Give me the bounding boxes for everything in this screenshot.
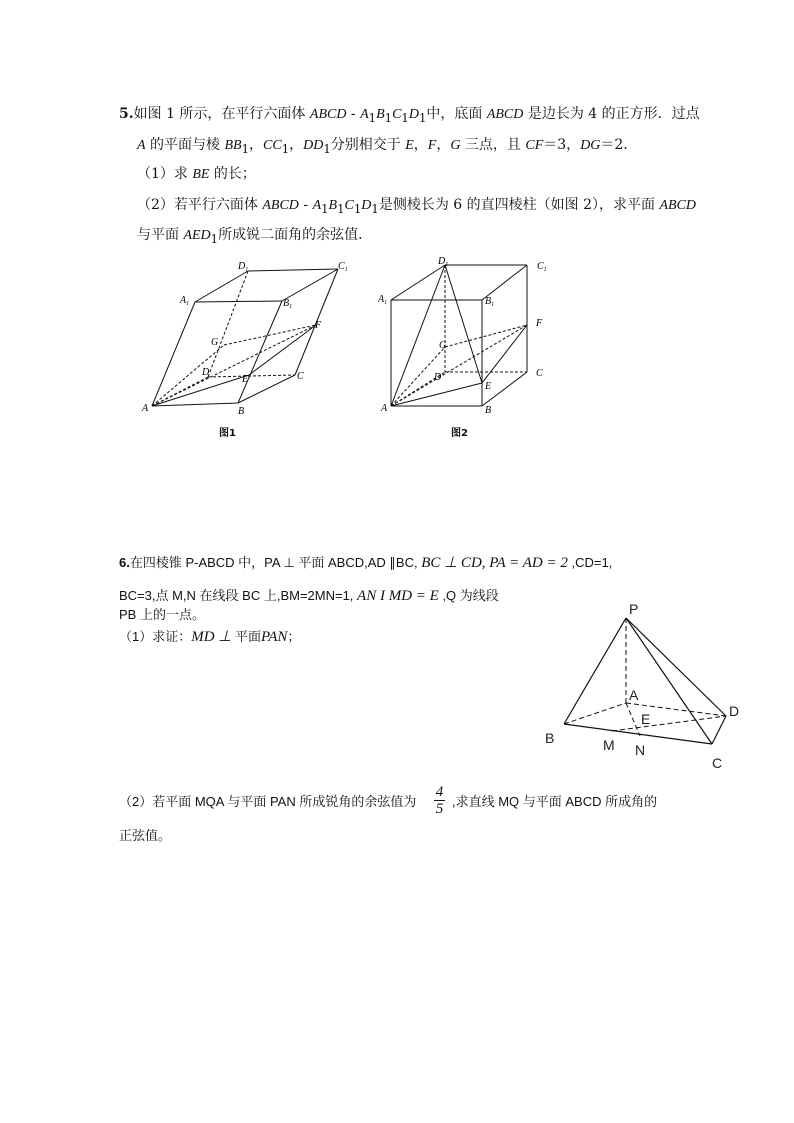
- figure-pyramid: [540, 598, 760, 778]
- fig1-label-E: E: [242, 374, 249, 385]
- figure-1-caption: 图1: [219, 428, 236, 439]
- p6-line2: BC=3,点 M,N 在线段 BC 上,BM=2MN=1, AN I MD = E ,Q 为线段: [119, 588, 499, 604]
- pyramid-label-N: N: [635, 742, 646, 758]
- figure-2-caption: 图2: [451, 428, 468, 439]
- fig1-label-B1: $B_1$: [283, 298, 293, 310]
- fig1-label-C1: $C_1$: [338, 261, 348, 273]
- fig2-label-B: B: [485, 405, 492, 416]
- pyramid-label-D: D: [729, 703, 740, 719]
- fraction-4-5: 4 5: [435, 784, 444, 817]
- fig2-label-A1: $A_1$: [378, 294, 388, 306]
- p6-question1: （1）求证：MD ⊥ 平面PAN；: [119, 629, 301, 645]
- fig2-label-F: F: [536, 318, 543, 329]
- fig1-label-D: D: [202, 367, 210, 378]
- pyramid-label-P: P: [629, 601, 639, 617]
- pyramid-label-A: A: [629, 687, 639, 703]
- pyramid-label-M: M: [603, 737, 615, 753]
- fig1-label-F: F: [315, 320, 322, 331]
- p6-question2-line1b: ,求直线 MQ 与平面 ABCD 所成角的: [452, 794, 658, 809]
- fig1-label-G: G: [211, 337, 219, 348]
- fig2-label-C: C: [536, 368, 543, 379]
- fig1-label-A: A: [142, 403, 149, 414]
- fig2-label-D1: $D_1$: [438, 256, 449, 268]
- fig1-label-D1: $D_1$: [238, 261, 249, 273]
- pyramid-label-E: E: [641, 711, 651, 727]
- p5-question1: （1）求 BE 的长；: [137, 166, 256, 182]
- p6-question2-line2: 正弦值。: [119, 828, 172, 843]
- pyramid-label-C: C: [712, 755, 723, 771]
- fig2-label-D: D: [434, 372, 442, 383]
- pyramid-label-B: B: [545, 730, 555, 746]
- fig2-label-B1: $B_1$: [485, 296, 495, 308]
- fig1-label-C: C: [297, 371, 304, 382]
- fig1-label-A1: $A_1$: [180, 295, 190, 307]
- p5-line1: 5.如图 1 所示，在平行六面体 ABCD - $A_1B_1C_1D_1$中，底面 ABCD 是边长为 4 的正方形．过点: [119, 106, 700, 125]
- p6-line3: PB 上的一点。: [119, 607, 205, 622]
- p6-line1: 6.在四棱锥 P-ABCD 中，PA ⊥ 平面 ABCD,AD ∥BC, BC ⊥ CD, PA = AD = 2 ,CD=1,: [119, 555, 613, 571]
- p5-line2: A 的平面与棱 $BB_1$，$CC_1$，$DD_1$分别相交于 E，F，G 三点，且 CF＝3，DG＝2．: [137, 137, 638, 156]
- p5-question2-line2: 与平面 $AED_1$所成锐二面角的余弦值．: [137, 227, 373, 246]
- fig2-label-C1: $C_1$: [537, 261, 547, 273]
- p5-question2-line1: （2）若平行六面体 ABCD - $A_1B_1C_1D_1$是侧棱长为 6 的直四棱柱（如图 2），求平面 ABCD: [137, 197, 697, 216]
- fig2-label-A: A: [381, 403, 388, 414]
- fig2-label-E: E: [485, 381, 492, 392]
- fig2-label-G: G: [439, 340, 447, 351]
- fig1-label-B: B: [238, 406, 245, 417]
- figure-1-parallelepiped: [140, 255, 365, 425]
- figure-2-prism: [378, 252, 558, 422]
- p6-question2-line1: （2）若平面 MQA 与平面 PAN 所成锐角的余弦值为: [119, 794, 417, 809]
